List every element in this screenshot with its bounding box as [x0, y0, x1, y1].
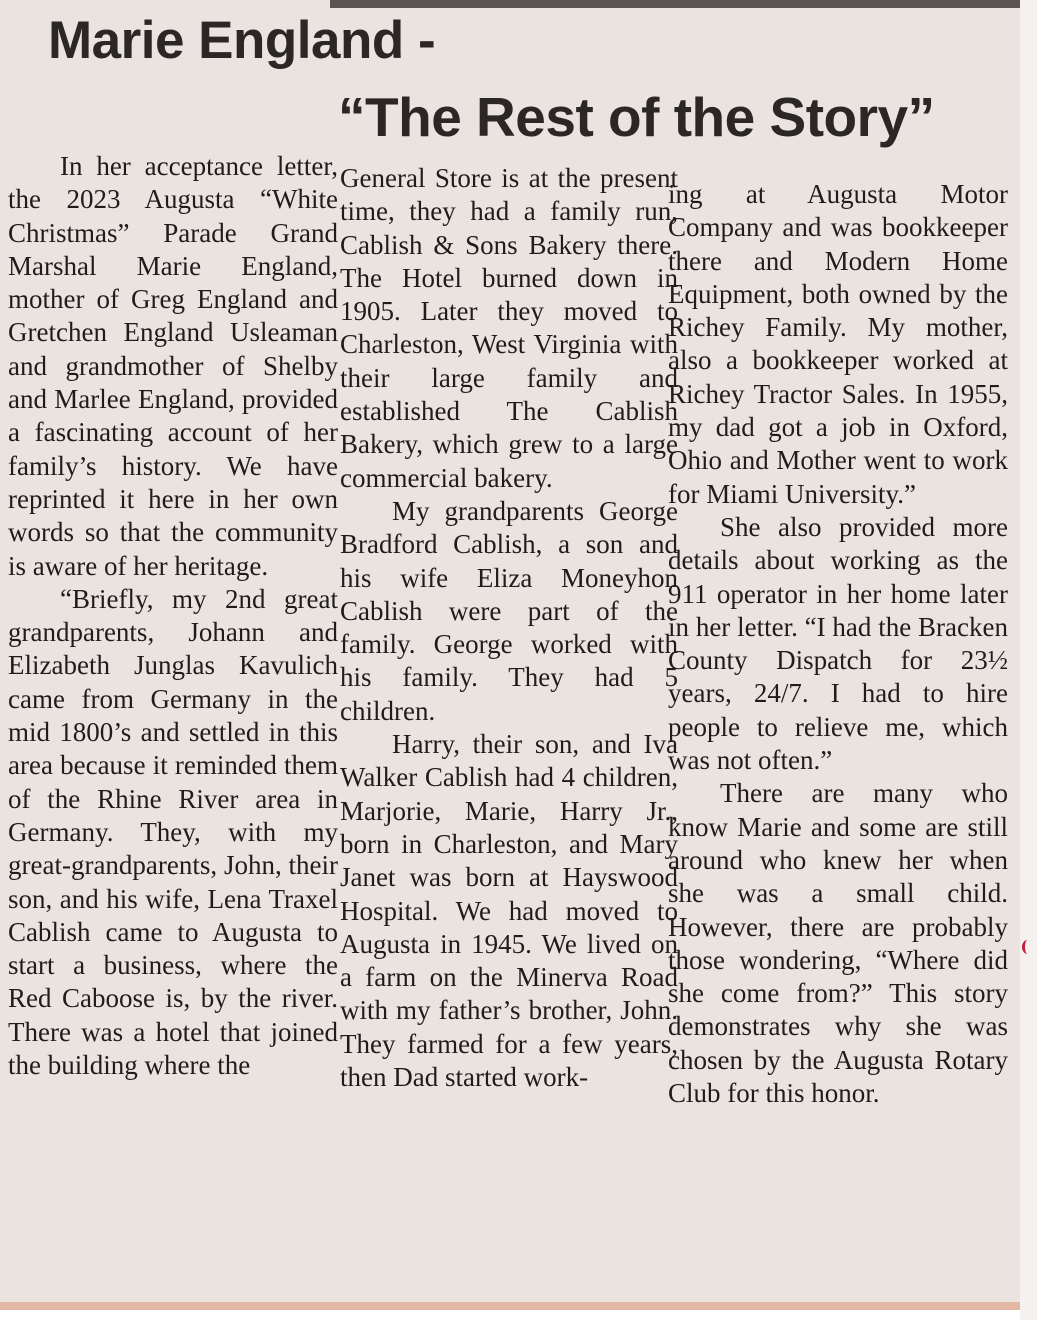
paragraph: General Store is at the present time, they had a family run, Cablish & Sons Bakery there. The Hotel burned down in 1905. Later they moved to Charleston, West Virginia with their large family and established The Cablish Bakery, which grew to a large commercial bakery.	[340, 163, 678, 493]
article-column-3	[668, 178, 1008, 1110]
adjacent-article-edge	[330, 0, 1020, 8]
headline-line-2: “The Rest of the Story”	[338, 86, 935, 148]
paragraph: In her acceptance letter, the 2023 Augusta “White Christmas” Parade Grand Marshal Marie England, mother of Greg England and Gretchen England Usleaman and grandmother of Shelby and Marlee England, provided a fascinating account of her family’s history. We have reprinted it here in her own words so that the community is aware of her heritage.	[8, 151, 338, 581]
red-pen-mark	[1022, 940, 1033, 954]
article-column-1	[8, 150, 338, 1082]
paragraph: My grandparents George Bradford Cablish, a son and his wife Eliza Moneyhon Cablish were part of the family. George worked with his family. They had 5 children.	[340, 495, 678, 726]
article-column-2	[340, 162, 678, 1094]
headline-line-1: Marie England -	[48, 11, 436, 70]
adjacent-page-edge	[0, 1302, 1020, 1310]
paragraph: Harry, their son, and Iva Walker Cablish had 4 children, Marjorie, Marie, Harry Jr., born in Charleston, and Mary Janet was born at Hayswood Hospital. We had moved to Augusta in 1945. We lived on a farm on the Minerva Road with my father’s brother, John. They farmed for a few years, then Dad started work-	[340, 729, 678, 1093]
paragraph: She also provided more details about working as the 911 operator in her home later in her letter. “I had the Bracken County Dispatch for 23½ years, 24/7. I had to hire people to relieve me, which was not often.”	[668, 511, 1008, 776]
paragraph: There are many who know Marie and some are still around who knew her when she was a small child. However, there are probably those wondering, “Where did she come from?” This story demonstrates why she was chosen by the Augusta Rotary Club for this honor.	[668, 778, 1008, 1109]
scan-margin	[1020, 0, 1037, 1320]
paragraph: ing at Augusta Motor Company and was bookkeeper there and Modern Home Equipment, both owned by the Richey Family. My mother, also a bookkeeper worked at Richey Tractor Sales. In 1955, my dad got a job in Oxford, Ohio and Mother went to work for Miami University.”	[668, 179, 1008, 509]
paragraph: “Briefly, my 2nd great grandparents, Johann and Elizabeth Junglas Kavulich came from Germany in the mid 1800’s and settled in this area because it reminded them of the Rhine River area in Germany. They, with my great-grandparents, John, their son, and his wife, Lena Traxel Cablish came to Augusta to start a business, where the Red Caboose is, by the river. There was a hotel that joined the building where the	[8, 583, 338, 1081]
